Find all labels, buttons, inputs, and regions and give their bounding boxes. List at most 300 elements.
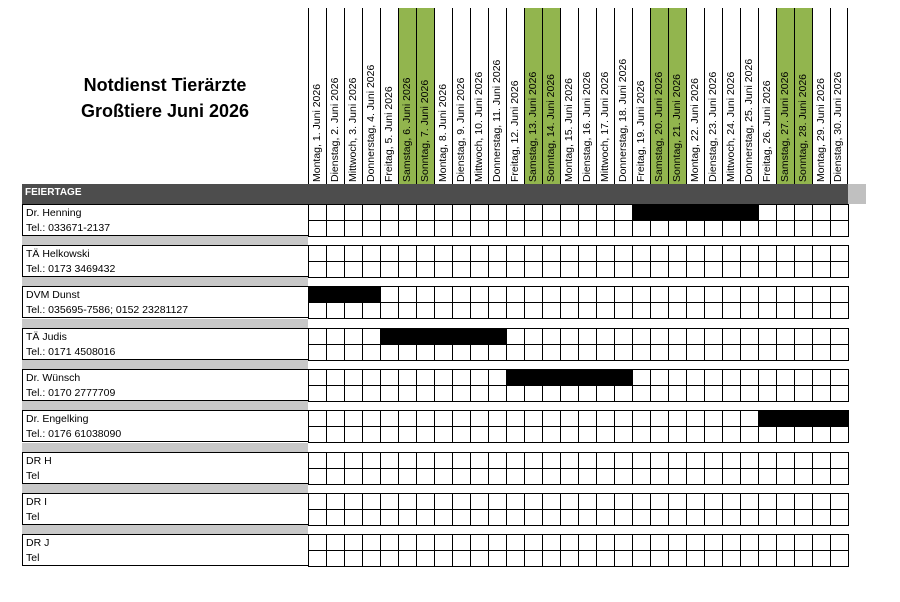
schedule-cell[interactable] [362,385,381,402]
schedule-cell[interactable] [830,261,849,278]
schedule-cell[interactable] [668,245,687,262]
schedule-cell[interactable] [560,550,579,567]
schedule-cell[interactable] [722,385,741,402]
schedule-cell[interactable] [686,550,705,567]
schedule-cell[interactable] [578,344,597,361]
schedule-cell[interactable] [560,344,579,361]
schedule-cell[interactable] [812,286,831,303]
schedule-cell[interactable] [668,509,687,526]
schedule-cell[interactable] [434,550,453,567]
schedule-cell[interactable] [794,426,813,443]
schedule-cell[interactable] [776,369,795,386]
schedule-cell[interactable] [434,286,453,303]
schedule-cell[interactable] [668,261,687,278]
schedule-cell[interactable] [488,369,507,386]
schedule-cell[interactable] [452,534,471,551]
schedule-cell[interactable] [506,385,525,402]
schedule-cell[interactable] [524,410,543,427]
schedule-cell[interactable] [794,369,813,386]
schedule-cell[interactable] [650,426,669,443]
schedule-cell[interactable] [308,410,327,427]
schedule-cell[interactable] [380,426,399,443]
schedule-cell[interactable] [542,286,561,303]
schedule-cell[interactable] [380,344,399,361]
schedule-cell[interactable] [398,509,417,526]
schedule-cell[interactable] [416,493,435,510]
schedule-cell[interactable] [326,468,345,485]
schedule-cell[interactable] [758,204,777,221]
schedule-cell[interactable] [686,369,705,386]
schedule-cell[interactable] [668,410,687,427]
schedule-cell[interactable] [776,509,795,526]
schedule-cell[interactable] [380,369,399,386]
schedule-cell[interactable] [308,328,327,345]
schedule-cell[interactable] [344,204,363,221]
schedule-cell[interactable] [632,220,651,237]
schedule-cell[interactable] [344,220,363,237]
schedule-cell[interactable] [704,493,723,510]
schedule-cell[interactable] [380,550,399,567]
schedule-cell[interactable] [524,204,543,221]
schedule-cell[interactable] [452,204,471,221]
duty-cell[interactable] [452,328,471,345]
schedule-cell[interactable] [794,245,813,262]
schedule-cell[interactable] [488,245,507,262]
schedule-cell[interactable] [524,452,543,469]
schedule-cell[interactable] [362,344,381,361]
schedule-cell[interactable] [740,493,759,510]
schedule-cell[interactable] [578,286,597,303]
schedule-cell[interactable] [812,344,831,361]
schedule-cell[interactable] [488,426,507,443]
schedule-cell[interactable] [326,245,345,262]
schedule-cell[interactable] [398,550,417,567]
schedule-cell[interactable] [434,452,453,469]
schedule-cell[interactable] [560,385,579,402]
schedule-cell[interactable] [416,245,435,262]
schedule-cell[interactable] [344,261,363,278]
schedule-cell[interactable] [758,261,777,278]
schedule-cell[interactable] [794,509,813,526]
schedule-cell[interactable] [650,286,669,303]
schedule-cell[interactable] [488,493,507,510]
schedule-cell[interactable] [794,452,813,469]
schedule-cell[interactable] [614,493,633,510]
schedule-cell[interactable] [812,220,831,237]
duty-cell[interactable] [578,369,597,386]
schedule-cell[interactable] [344,344,363,361]
schedule-cell[interactable] [614,245,633,262]
schedule-cell[interactable] [362,550,381,567]
schedule-cell[interactable] [650,410,669,427]
schedule-cell[interactable] [722,344,741,361]
schedule-cell[interactable] [308,369,327,386]
schedule-cell[interactable] [506,550,525,567]
schedule-cell[interactable] [362,509,381,526]
schedule-cell[interactable] [488,261,507,278]
schedule-cell[interactable] [704,261,723,278]
schedule-cell[interactable] [344,410,363,427]
schedule-cell[interactable] [434,410,453,427]
schedule-cell[interactable] [452,493,471,510]
schedule-cell[interactable] [578,261,597,278]
schedule-cell[interactable] [740,328,759,345]
schedule-cell[interactable] [506,509,525,526]
schedule-cell[interactable] [416,261,435,278]
schedule-cell[interactable] [704,220,723,237]
schedule-cell[interactable] [416,385,435,402]
schedule-cell[interactable] [686,286,705,303]
schedule-cell[interactable] [524,328,543,345]
schedule-cell[interactable] [326,220,345,237]
schedule-cell[interactable] [560,204,579,221]
schedule-cell[interactable] [488,468,507,485]
schedule-cell[interactable] [812,534,831,551]
schedule-cell[interactable] [740,550,759,567]
schedule-cell[interactable] [758,468,777,485]
duty-cell[interactable] [470,328,489,345]
schedule-cell[interactable] [758,385,777,402]
schedule-cell[interactable] [596,220,615,237]
schedule-cell[interactable] [650,302,669,319]
schedule-cell[interactable] [542,534,561,551]
schedule-cell[interactable] [668,344,687,361]
schedule-cell[interactable] [740,410,759,427]
schedule-cell[interactable] [704,452,723,469]
duty-cell[interactable] [686,204,705,221]
schedule-cell[interactable] [362,261,381,278]
schedule-cell[interactable] [596,468,615,485]
schedule-cell[interactable] [308,261,327,278]
schedule-cell[interactable] [614,385,633,402]
schedule-cell[interactable] [632,344,651,361]
schedule-cell[interactable] [812,245,831,262]
schedule-cell[interactable] [380,245,399,262]
schedule-cell[interactable] [596,286,615,303]
schedule-cell[interactable] [632,245,651,262]
duty-cell[interactable] [380,328,399,345]
schedule-cell[interactable] [524,286,543,303]
duty-cell[interactable] [614,369,633,386]
schedule-cell[interactable] [794,328,813,345]
schedule-cell[interactable] [776,204,795,221]
schedule-cell[interactable] [470,204,489,221]
schedule-cell[interactable] [830,493,849,510]
schedule-cell[interactable] [632,302,651,319]
duty-cell[interactable] [488,328,507,345]
schedule-cell[interactable] [542,426,561,443]
schedule-cell[interactable] [398,385,417,402]
schedule-cell[interactable] [578,302,597,319]
schedule-cell[interactable] [740,245,759,262]
schedule-cell[interactable] [776,493,795,510]
schedule-cell[interactable] [596,302,615,319]
schedule-cell[interactable] [776,385,795,402]
duty-cell[interactable] [704,204,723,221]
schedule-cell[interactable] [578,468,597,485]
schedule-cell[interactable] [794,204,813,221]
schedule-cell[interactable] [452,302,471,319]
schedule-cell[interactable] [434,385,453,402]
schedule-cell[interactable] [758,493,777,510]
schedule-cell[interactable] [326,328,345,345]
schedule-cell[interactable] [614,261,633,278]
schedule-cell[interactable] [542,410,561,427]
schedule-cell[interactable] [470,302,489,319]
schedule-cell[interactable] [398,261,417,278]
schedule-cell[interactable] [650,493,669,510]
schedule-cell[interactable] [326,385,345,402]
schedule-cell[interactable] [632,493,651,510]
schedule-cell[interactable] [704,410,723,427]
schedule-cell[interactable] [650,385,669,402]
schedule-cell[interactable] [776,534,795,551]
schedule-cell[interactable] [632,509,651,526]
schedule-cell[interactable] [506,245,525,262]
schedule-cell[interactable] [560,452,579,469]
schedule-cell[interactable] [704,344,723,361]
schedule-cell[interactable] [488,509,507,526]
schedule-cell[interactable] [470,410,489,427]
schedule-cell[interactable] [344,452,363,469]
schedule-cell[interactable] [452,468,471,485]
schedule-cell[interactable] [452,550,471,567]
schedule-cell[interactable] [650,452,669,469]
schedule-cell[interactable] [776,550,795,567]
schedule-cell[interactable] [812,204,831,221]
schedule-cell[interactable] [524,550,543,567]
schedule-cell[interactable] [362,426,381,443]
schedule-cell[interactable] [470,369,489,386]
schedule-cell[interactable] [434,369,453,386]
schedule-cell[interactable] [434,245,453,262]
schedule-cell[interactable] [614,410,633,427]
schedule-cell[interactable] [668,534,687,551]
schedule-cell[interactable] [758,509,777,526]
schedule-cell[interactable] [506,452,525,469]
schedule-cell[interactable] [812,426,831,443]
duty-cell[interactable] [506,369,525,386]
schedule-cell[interactable] [686,261,705,278]
schedule-cell[interactable] [668,452,687,469]
schedule-cell[interactable] [686,344,705,361]
schedule-cell[interactable] [758,344,777,361]
schedule-cell[interactable] [506,468,525,485]
schedule-cell[interactable] [722,509,741,526]
schedule-cell[interactable] [470,509,489,526]
schedule-cell[interactable] [344,493,363,510]
schedule-cell[interactable] [596,344,615,361]
schedule-cell[interactable] [596,534,615,551]
schedule-cell[interactable] [740,534,759,551]
schedule-cell[interactable] [632,286,651,303]
schedule-cell[interactable] [614,426,633,443]
duty-cell[interactable] [326,286,345,303]
schedule-cell[interactable] [326,261,345,278]
schedule-cell[interactable] [524,261,543,278]
schedule-cell[interactable] [326,452,345,469]
schedule-cell[interactable] [344,245,363,262]
schedule-cell[interactable] [362,328,381,345]
schedule-cell[interactable] [830,534,849,551]
schedule-cell[interactable] [362,245,381,262]
schedule-cell[interactable] [704,302,723,319]
schedule-cell[interactable] [686,245,705,262]
schedule-cell[interactable] [524,468,543,485]
schedule-cell[interactable] [632,534,651,551]
schedule-cell[interactable] [308,468,327,485]
schedule-cell[interactable] [506,261,525,278]
schedule-cell[interactable] [830,220,849,237]
duty-cell[interactable] [416,328,435,345]
schedule-cell[interactable] [434,302,453,319]
schedule-cell[interactable] [560,286,579,303]
schedule-cell[interactable] [668,493,687,510]
schedule-cell[interactable] [344,550,363,567]
schedule-cell[interactable] [650,245,669,262]
schedule-cell[interactable] [326,493,345,510]
schedule-cell[interactable] [614,468,633,485]
schedule-cell[interactable] [722,328,741,345]
schedule-cell[interactable] [362,452,381,469]
schedule-cell[interactable] [650,468,669,485]
schedule-cell[interactable] [758,550,777,567]
schedule-cell[interactable] [380,468,399,485]
schedule-cell[interactable] [830,302,849,319]
schedule-cell[interactable] [434,220,453,237]
schedule-cell[interactable] [362,220,381,237]
schedule-cell[interactable] [434,204,453,221]
schedule-cell[interactable] [794,493,813,510]
schedule-cell[interactable] [776,344,795,361]
schedule-cell[interactable] [812,493,831,510]
schedule-cell[interactable] [740,286,759,303]
schedule-cell[interactable] [560,245,579,262]
schedule-cell[interactable] [740,302,759,319]
schedule-cell[interactable] [308,385,327,402]
schedule-cell[interactable] [452,426,471,443]
schedule-cell[interactable] [434,534,453,551]
schedule-cell[interactable] [452,410,471,427]
schedule-cell[interactable] [452,286,471,303]
duty-cell[interactable] [308,286,327,303]
schedule-cell[interactable] [542,493,561,510]
schedule-cell[interactable] [470,344,489,361]
schedule-cell[interactable] [308,509,327,526]
schedule-cell[interactable] [560,302,579,319]
schedule-cell[interactable] [596,452,615,469]
schedule-cell[interactable] [380,452,399,469]
schedule-cell[interactable] [542,328,561,345]
schedule-cell[interactable] [830,369,849,386]
schedule-cell[interactable] [794,302,813,319]
schedule-cell[interactable] [380,385,399,402]
schedule-cell[interactable] [830,344,849,361]
schedule-cell[interactable] [686,426,705,443]
schedule-cell[interactable] [308,550,327,567]
schedule-cell[interactable] [596,509,615,526]
schedule-cell[interactable] [686,328,705,345]
duty-cell[interactable] [344,286,363,303]
schedule-cell[interactable] [776,328,795,345]
schedule-cell[interactable] [452,245,471,262]
schedule-cell[interactable] [686,493,705,510]
schedule-cell[interactable] [524,493,543,510]
schedule-cell[interactable] [488,286,507,303]
schedule-cell[interactable] [542,550,561,567]
schedule-cell[interactable] [416,468,435,485]
schedule-cell[interactable] [758,302,777,319]
schedule-cell[interactable] [398,245,417,262]
schedule-cell[interactable] [668,302,687,319]
schedule-cell[interactable] [308,302,327,319]
schedule-cell[interactable] [578,426,597,443]
schedule-cell[interactable] [326,302,345,319]
schedule-cell[interactable] [560,426,579,443]
schedule-cell[interactable] [686,220,705,237]
schedule-cell[interactable] [686,302,705,319]
schedule-cell[interactable] [650,550,669,567]
schedule-cell[interactable] [812,302,831,319]
schedule-cell[interactable] [524,509,543,526]
schedule-cell[interactable] [794,385,813,402]
schedule-cell[interactable] [830,204,849,221]
schedule-cell[interactable] [704,468,723,485]
schedule-cell[interactable] [776,302,795,319]
schedule-cell[interactable] [470,385,489,402]
schedule-cell[interactable] [344,328,363,345]
schedule-cell[interactable] [326,534,345,551]
schedule-cell[interactable] [560,468,579,485]
schedule-cell[interactable] [398,493,417,510]
schedule-cell[interactable] [344,534,363,551]
schedule-cell[interactable] [776,468,795,485]
duty-cell[interactable] [740,204,759,221]
schedule-cell[interactable] [470,261,489,278]
schedule-cell[interactable] [326,410,345,427]
schedule-cell[interactable] [452,344,471,361]
schedule-cell[interactable] [632,261,651,278]
schedule-cell[interactable] [596,385,615,402]
schedule-cell[interactable] [344,468,363,485]
schedule-cell[interactable] [416,509,435,526]
schedule-cell[interactable] [560,328,579,345]
schedule-cell[interactable] [398,410,417,427]
schedule-cell[interactable] [470,452,489,469]
schedule-cell[interactable] [560,261,579,278]
schedule-cell[interactable] [488,550,507,567]
schedule-cell[interactable] [776,426,795,443]
schedule-cell[interactable] [380,261,399,278]
schedule-cell[interactable] [542,204,561,221]
schedule-cell[interactable] [722,261,741,278]
schedule-cell[interactable] [704,385,723,402]
schedule-cell[interactable] [614,220,633,237]
schedule-cell[interactable] [362,493,381,510]
schedule-cell[interactable] [542,385,561,402]
schedule-cell[interactable] [704,328,723,345]
schedule-cell[interactable] [794,534,813,551]
schedule-cell[interactable] [668,426,687,443]
schedule-cell[interactable] [308,452,327,469]
schedule-cell[interactable] [308,534,327,551]
schedule-cell[interactable] [686,468,705,485]
schedule-cell[interactable] [614,534,633,551]
schedule-cell[interactable] [524,426,543,443]
schedule-cell[interactable] [578,550,597,567]
schedule-cell[interactable] [596,245,615,262]
schedule-cell[interactable] [722,452,741,469]
